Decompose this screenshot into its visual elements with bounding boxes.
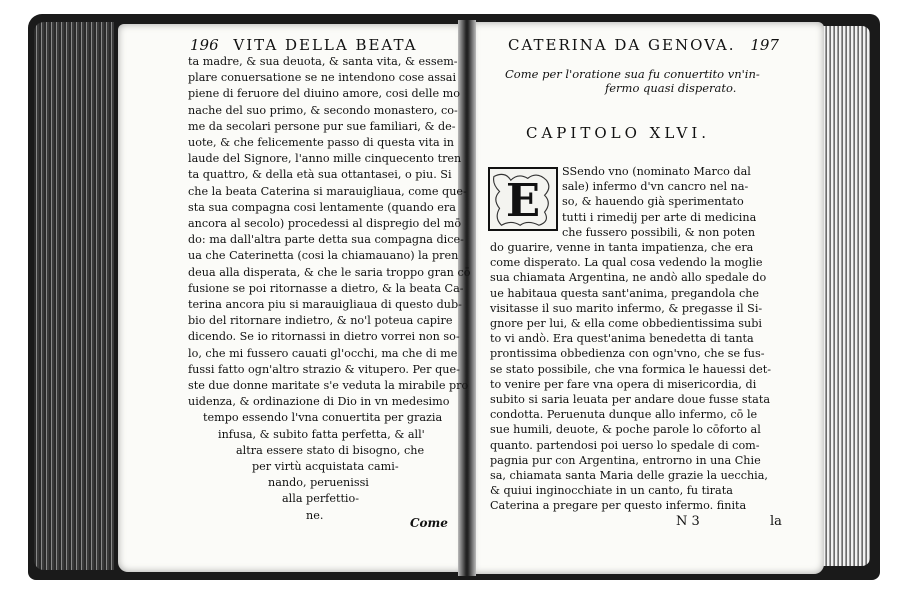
right-text-line: gnore per lui, & ella come obbedientissima subi (490, 317, 762, 330)
right-text-line: do guarire, venne in tanta impatienza, che era (490, 241, 754, 254)
left-text-line: nache del suo primo, & secondo monastero, co- (188, 103, 458, 117)
right-running-head (508, 36, 779, 54)
left-text-line: ua che Caterinetta (cosi la chiamauano) la pren (188, 249, 459, 263)
chapter-subtitle-line: fermo quasi disperato. (605, 81, 737, 95)
right-text-line: subito si saria leuata per andare doue fusse stata (490, 393, 770, 406)
chapter-subtitle-line: Come per l'oratione sua fu conuertito vn'in- (505, 67, 760, 81)
left-text-line: alla perfettio- (282, 492, 360, 506)
left-text-line: plare conuersatione se ne intendono cose assai (188, 71, 457, 85)
left-text-line: piene di feruore del diuino amore, cosi delle mo (188, 87, 460, 101)
left-text-line: me da secolari persone pur sue familiari, & de- (188, 119, 456, 133)
right-text-line: to venire per fare vna opera di misericordia, di (490, 377, 757, 391)
right-text-line: to vi andò. Era quest'anima benedetta di tanta (490, 332, 754, 346)
right-running-head-title: CATERINA DA GENOVA. (508, 36, 736, 54)
left-text-line: fussi fatto ogn'altro strazio & vitupero. Per que- (188, 362, 460, 376)
right-text-line: quanto. partendosi poi uerso lo spedale di com- (490, 438, 760, 452)
left-text-line: ta quattro, & della età sua ottantasei, o piu. Si (188, 168, 452, 182)
left-running-head (190, 36, 417, 54)
right-text-line: condotta. Peruenuta dunque allo infermo, cō le (490, 408, 758, 422)
right-catchword: la (770, 514, 782, 529)
right-text-line: che fussero possibili, & non poten (562, 225, 756, 239)
right-text-line: sua chiamata Argentina, ne andò allo spedale do (490, 271, 767, 285)
left-text-line: che la beata Caterina si marauigliaua, come que- (188, 184, 467, 198)
right-text-line: se stato possibile, che vna formica le hauessi det- (490, 362, 772, 376)
left-text-line: uote, & che felicemente passo di questa vita in (188, 136, 454, 149)
left-text-line: tempo essendo l'vna conuertita per grazia (203, 411, 443, 425)
left-page-block-edge (34, 22, 114, 570)
left-text-line: ancora al secolo) procedessi al dispregio del mō (188, 217, 462, 230)
right-text-line: ue habitaua questa sant'anima, pregandola che (490, 286, 760, 300)
left-text-line: ste due donne maritate s'e veduta la mirabile pro (188, 379, 469, 392)
right-text-line: so, & hauendo già sperimentato (562, 195, 744, 209)
right-text-line: Caterina a pregare per questo infermo. finita (490, 499, 747, 513)
left-text-line: deua alla disperata, & che le saria troppo gran cō (188, 265, 471, 279)
chapter-heading: CAPITOLO XLVI. (526, 124, 711, 142)
right-page-block-edge (818, 26, 870, 566)
left-text-line: uidenza, & ordinazione di Dio in vn medesimo (188, 395, 450, 409)
right-text-line: SSendo vno (nominato Marco dal (562, 165, 751, 178)
right-text-line: tutti i rimedij per arte di medicina (562, 210, 757, 224)
right-text-line: & quiui inginocchiate in un canto, fu tirata (490, 484, 733, 498)
left-text-line: infusa, & subito fatta perfetta, & all' (218, 427, 425, 441)
right-text-line: sue humili, deuote, & poche parole lo cōforto al (490, 423, 761, 437)
decorated-initial (488, 167, 558, 231)
left-text-line: fusione se poi ritornasse a dietro, & la beata Ca- (188, 281, 464, 295)
right-text-line: prontissima obbedienza con ogn'vno, che se fus- (490, 347, 765, 361)
decorated-initial-letter (490, 169, 556, 229)
right-text-line: pagnia pur con Argentina, entrorno in una Chie (490, 453, 761, 467)
signature-mark: N 3 (676, 514, 700, 529)
left-text-line: ta madre, & sua deuota, & santa vita, & essem- (188, 55, 458, 68)
left-text-line: altra essere stato di bisogno, che (236, 443, 425, 457)
left-page-number: 196 (190, 36, 219, 54)
left-text-line: dicendo. Se io ritornassi in dietro vorrei non so- (188, 330, 460, 344)
right-text-line: come disperato. La qual cosa vedendo la moglie (490, 256, 763, 270)
left-text-line: laude del Signore, l'anno mille cinquecento tren (188, 152, 462, 166)
left-catchword: Come (410, 516, 448, 530)
left-text-line: sta sua compagna cosi lentamente (quando era (188, 200, 456, 214)
left-running-head-title: VITA DELLA BEATA (233, 36, 418, 54)
left-text-line: terina ancora piu si marauigliaua di questo dub- (188, 298, 462, 311)
left-text-line: nando, peruenissi (268, 476, 369, 490)
right-text-line: sale) infermo d'vn cancro nel na- (562, 180, 749, 194)
left-text-line: bio del ritornare indietro, & no'l poteua capire (188, 314, 453, 328)
right-text-line: visitasse il suo marito infermo, & pregasse il Si- (490, 301, 763, 315)
left-text-line: ne. (306, 508, 324, 522)
left-text-line: do: ma dall'altra parte detta sua compagna dice- (188, 233, 464, 247)
left-text-line: per virtù acquistata cami- (252, 460, 399, 473)
right-page-number: 197 (750, 36, 779, 54)
initial-letter-text: E (505, 173, 541, 227)
left-text-line: lo, che mi fussero cauati gl'occhi, ma che di me (188, 346, 458, 360)
right-text-line: sa, chiamata santa Maria delle grazie la uecchia, (490, 469, 768, 482)
